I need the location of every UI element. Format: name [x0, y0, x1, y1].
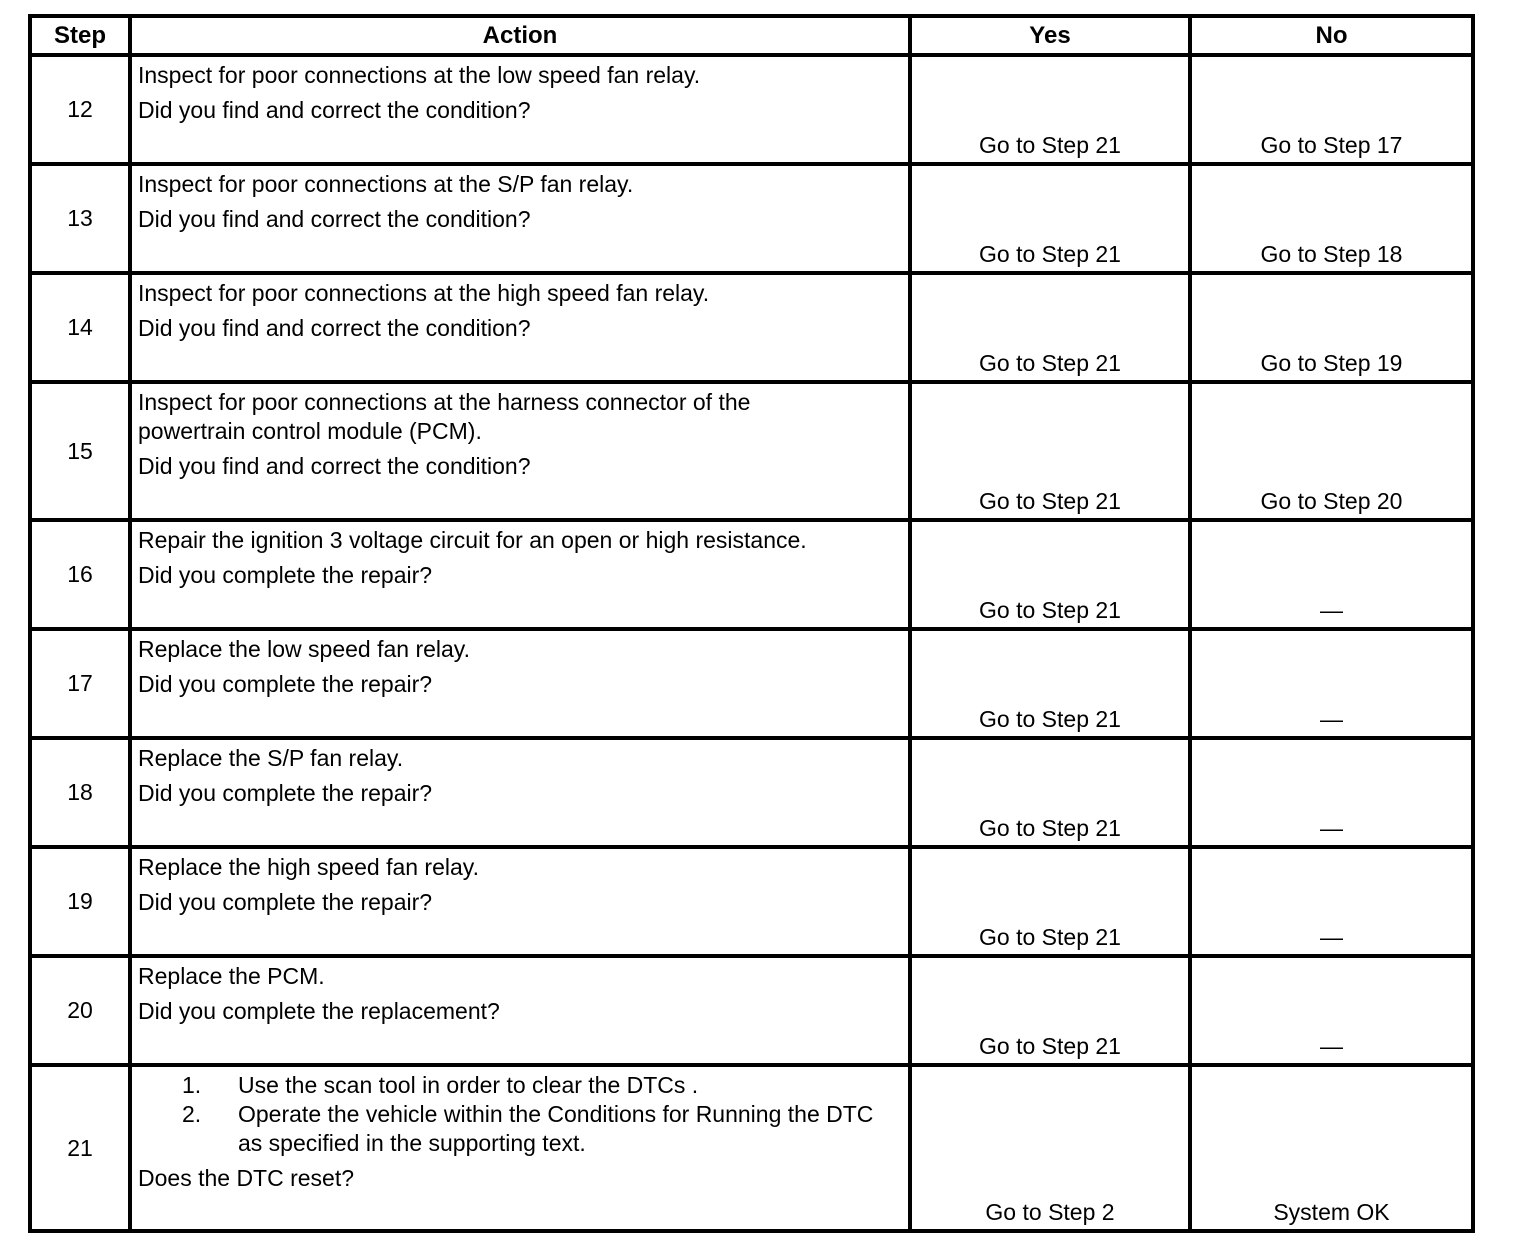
list-item — [182, 1071, 902, 1100]
no-result: — — [1190, 956, 1473, 1065]
step-number: 15 — [30, 382, 130, 520]
yes-result: Go to Step 21 — [910, 164, 1190, 273]
table-row — [30, 738, 1473, 847]
action-cell — [130, 55, 910, 164]
yes-result: Go to Step 21 — [910, 847, 1190, 956]
procedure-list — [138, 1071, 902, 1158]
action-cell — [130, 382, 910, 520]
yes-result: Go to Step 21 — [910, 629, 1190, 738]
action-cell — [130, 273, 910, 382]
table-row — [30, 55, 1473, 164]
action-text: Replace the S/P fan relay. — [138, 745, 404, 771]
no-result: Go to Step 19 — [1190, 273, 1473, 382]
no-result: Go to Step 18 — [1190, 164, 1473, 273]
action-text: Replace the high speed fan relay. — [138, 854, 479, 880]
action-cell — [130, 738, 910, 847]
action-text: Inspect for poor connections at the low speed fan relay. — [138, 62, 701, 88]
action-text: Inspect for poor connections at the high speed fan relay. — [138, 280, 710, 306]
header-action: Action — [130, 16, 910, 55]
no-result: System OK — [1190, 1065, 1473, 1231]
list-text: Operate the vehicle within the Conditions for Running the DTC as specified in the supporting text. — [238, 1101, 874, 1156]
header-yes: Yes — [910, 16, 1190, 55]
action-question: Did you complete the repair? — [138, 562, 433, 588]
yes-result: Go to Step 21 — [910, 738, 1190, 847]
action-question: Did you find and correct the condition? — [138, 453, 531, 479]
step-number: 19 — [30, 847, 130, 956]
action-question: Did you find and correct the condition? — [138, 206, 531, 232]
yes-result: Go to Step 21 — [910, 956, 1190, 1065]
action-cell — [130, 847, 910, 956]
action-question: Does the DTC reset? — [138, 1165, 355, 1191]
action-text: Replace the PCM. — [138, 963, 325, 989]
header-no: No — [1190, 16, 1473, 55]
action-question: Did you complete the repair? — [138, 889, 433, 915]
yes-result: Go to Step 21 — [910, 55, 1190, 164]
action-cell — [130, 956, 910, 1065]
action-question: Did you complete the replacement? — [138, 998, 500, 1024]
action-question: Did you complete the repair? — [138, 780, 433, 806]
action-cell — [130, 629, 910, 738]
header-row — [30, 16, 1473, 55]
table-row — [30, 847, 1473, 956]
action-question: Did you find and correct the condition? — [138, 97, 531, 123]
step-number: 16 — [30, 520, 130, 629]
action-cell — [130, 164, 910, 273]
yes-result: Go to Step 21 — [910, 382, 1190, 520]
step-number: 18 — [30, 738, 130, 847]
table-row — [30, 520, 1473, 629]
action-text: Repair the ignition 3 voltage circuit for an open or high resistance. — [138, 527, 807, 553]
action-text: Inspect for poor connections at the harness connector of the powertrain control module (PCM). — [138, 389, 751, 444]
no-result: — — [1190, 629, 1473, 738]
list-item — [182, 1100, 902, 1158]
no-result: — — [1190, 738, 1473, 847]
step-number: 21 — [30, 1065, 130, 1231]
yes-result: Go to Step 21 — [910, 273, 1190, 382]
table-row — [30, 1065, 1473, 1231]
table-row — [30, 273, 1473, 382]
action-question: Did you complete the repair? — [138, 671, 433, 697]
step-number: 20 — [30, 956, 130, 1065]
no-result: — — [1190, 847, 1473, 956]
action-cell — [130, 1065, 910, 1231]
table-row — [30, 956, 1473, 1065]
action-text: Inspect for poor connections at the S/P fan relay. — [138, 171, 634, 197]
table-row — [30, 164, 1473, 273]
step-number: 12 — [30, 55, 130, 164]
action-question: Did you find and correct the condition? — [138, 315, 531, 341]
yes-result: Go to Step 21 — [910, 520, 1190, 629]
yes-result: Go to Step 2 — [910, 1065, 1190, 1231]
list-number: 2. — [182, 1101, 202, 1127]
table-row — [30, 629, 1473, 738]
list-text: Use the scan tool in order to clear the DTCs . — [238, 1072, 699, 1098]
step-number: 17 — [30, 629, 130, 738]
step-number: 13 — [30, 164, 130, 273]
step-number: 14 — [30, 273, 130, 382]
diagnostic-table — [28, 14, 1475, 1233]
no-result: — — [1190, 520, 1473, 629]
header-step: Step — [30, 16, 130, 55]
no-result: Go to Step 17 — [1190, 55, 1473, 164]
action-text: Replace the low speed fan relay. — [138, 636, 470, 662]
table-row — [30, 382, 1473, 520]
list-number: 1. — [182, 1072, 202, 1098]
action-cell — [130, 520, 910, 629]
no-result: Go to Step 20 — [1190, 382, 1473, 520]
